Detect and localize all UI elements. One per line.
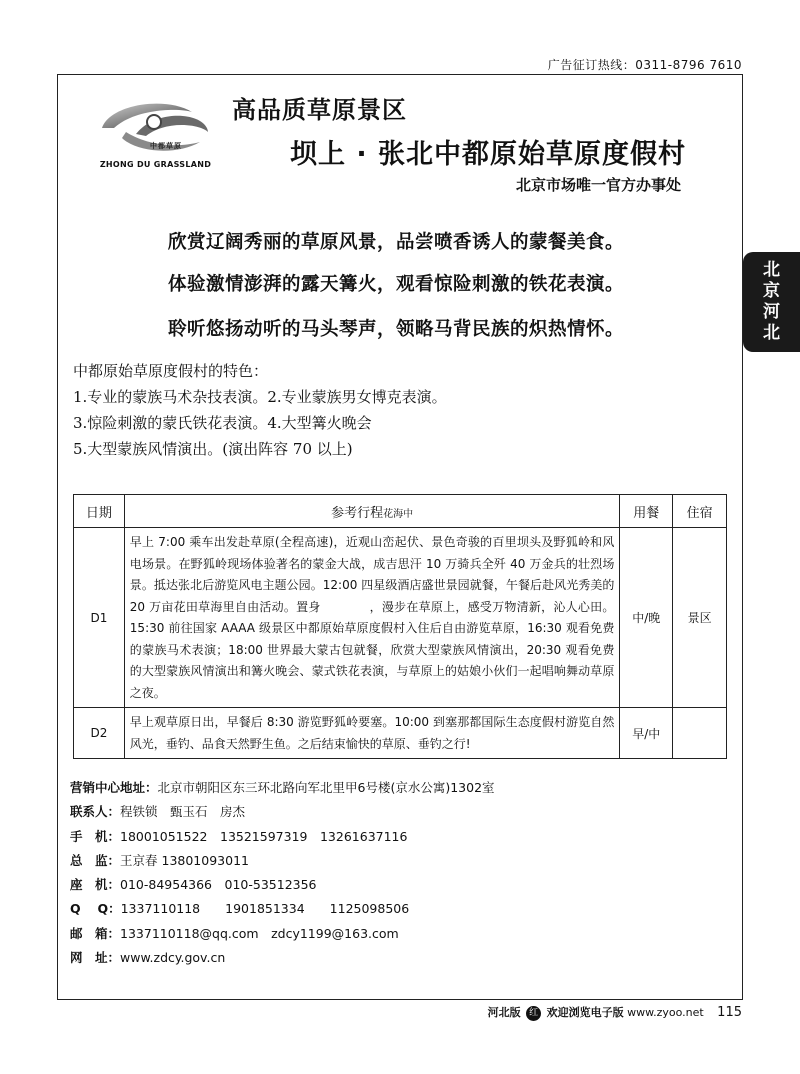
zhongdu-logo — [88, 98, 223, 178]
row-meal: 中/晚 — [620, 528, 673, 708]
region-tab-char: 北 — [763, 260, 780, 280]
contact-mobile-label: 手 机： — [70, 828, 121, 844]
header-itinerary-sub: 花海中 — [383, 508, 414, 520]
features-list — [73, 358, 447, 462]
row-day: D1 — [74, 528, 125, 708]
contact-address-label: 营销中心地址： — [70, 780, 158, 795]
header-itinerary — [124, 495, 620, 528]
header-stay: 住宿 — [673, 495, 727, 528]
ad-hotline: 广告征订热线：0311-8796 7610 — [547, 58, 742, 72]
table-header-row — [74, 495, 727, 528]
contact-website — [70, 946, 495, 970]
header-day: 日期 — [74, 495, 125, 528]
row-desc-text: 早上观草原日出，早餐后 8:30 游览野狐岭要塞。10:00 到塞那都国际生态度假村游览自然风光，垂钓、品食天然野生鱼。之后结束愉快的草原、垂钓之行! — [129, 715, 615, 751]
feature-line: 5.大型蒙族风情演出。(演出阵容 70 以上) — [73, 440, 353, 458]
contact-mobile — [70, 825, 495, 849]
row-desc-text: 早上 7:00 乘车出发赴草原(全程高速)，近观山峦起伏、景色奇骏的百里坝头及野狐岭和风电场景。在野狐岭现场体验著名的蒙金大战，成吉思汗 10 万骑兵全歼 40 万金兵的壮烈场景。抵达张北后游览风电主题公园。12:00 四星级酒店盛世景园就餐，午餐后赴风光秀美的 20 万亩花田草海里自由活动。置身 ，漫步在草原上，感受万物清新，沁人心田。15:30 前往国家 AAAA 级景区中都原始草原度假村入住后自由游览草原，16:30 观看免费的蒙族马术表演；18:00 世界最大蒙古包就餐，欣赏大型蒙族风情演出，20:30 观看免费的大型蒙族风情演出和篝火晚会、蒙式铁花表演，与草原上的姑娘小伙们一起唱响舞动草原之夜。 — [129, 535, 615, 700]
logo-chinese-text: 中都草原 — [150, 142, 182, 150]
contact-persons-label: 联系人： — [70, 804, 121, 820]
contact-persons — [70, 800, 495, 824]
contact-phone — [70, 873, 495, 897]
contact-phone-label: 座 机： — [70, 877, 121, 893]
ad-slogan: 欣赏辽阔秀丽的草原风景，品尝喷香诱人的蒙餐美食。 — [168, 232, 625, 253]
region-tab-char: 北 — [763, 323, 780, 343]
row-desc — [124, 708, 620, 759]
contact-mobile-value: 18001051522 13521597319 13261637116 — [120, 828, 408, 844]
region-tab[interactable] — [743, 252, 800, 352]
contact-info — [70, 776, 495, 970]
table-row — [74, 528, 727, 708]
contact-website-label: 网 址： — [70, 950, 121, 966]
contact-address-value: 北京市朝阳区东三环北路向军北里甲6号楼(京水公寓)1302室 — [157, 780, 495, 795]
footer-welcome: 欢迎浏览电子版 — [546, 1006, 624, 1019]
row-stay — [673, 708, 727, 759]
header-itinerary-label: 参考行程 — [331, 505, 384, 521]
footer-url-link[interactable]: www.zyoo.net — [627, 1006, 704, 1019]
contact-director-value: 王京春 13801093011 — [120, 852, 249, 868]
region-tab-char: 京 — [763, 281, 780, 301]
row-desc — [124, 528, 620, 708]
row-meal: 早/中 — [620, 708, 673, 759]
contact-director-label: 总 监： — [70, 852, 121, 868]
contact-address — [70, 776, 495, 800]
ad-slogan: 体验激情澎湃的露天篝火，观看惊险刺激的铁花表演。 — [168, 274, 625, 295]
ad-official-office: 北京市场唯一官方办事处 — [516, 176, 682, 194]
page-footer — [438, 1004, 742, 1021]
contact-website-link[interactable]: www.zdcy.gov.cn — [120, 950, 226, 966]
ad-title: 高品质草原景区 — [232, 96, 407, 124]
contact-email-label: 邮 箱： — [70, 925, 121, 941]
features-heading: 中都原始草原度假村的特色： — [73, 362, 269, 380]
contact-qq-label: Q Q： — [70, 901, 121, 917]
region-tab-char: 河 — [763, 302, 780, 322]
ad-resort-name: 坝上 · 张北中都原始草原度假村 — [290, 139, 687, 170]
header-meal: 用餐 — [620, 495, 673, 528]
row-stay: 景区 — [673, 528, 727, 708]
feature-line: 1.专业的蒙族马术杂技表演。2.专业蒙族男女博克表演。 — [73, 388, 447, 406]
contact-director — [70, 849, 495, 873]
contact-qq — [70, 897, 495, 921]
edition-badge-icon: 红 — [526, 1006, 541, 1021]
contact-qq-value: 1337110118 1901851334 1125098506 — [120, 901, 410, 917]
contact-email — [70, 922, 495, 946]
contact-phone-value: 010-84954366 010-53512356 — [120, 877, 317, 893]
footer-edition: 河北版 — [487, 1006, 521, 1019]
logo-english-text: ZHONG DU GRASSLAND — [99, 160, 212, 169]
row-day: D2 — [74, 708, 125, 759]
page-number: 115 — [717, 1005, 742, 1020]
table-row — [74, 708, 727, 759]
feature-line: 3.惊险刺激的蒙氏铁花表演。4.大型篝火晚会 — [73, 414, 372, 432]
itinerary-table — [73, 494, 727, 759]
contact-persons-value: 程铁锁 甄玉石 房杰 — [120, 804, 246, 820]
ad-slogan: 聆听悠扬动听的马头琴声，领略马背民族的炽热情怀。 — [168, 319, 625, 340]
contact-email-value: 1337110118@qq.com zdcy1199@163.com — [120, 925, 399, 941]
